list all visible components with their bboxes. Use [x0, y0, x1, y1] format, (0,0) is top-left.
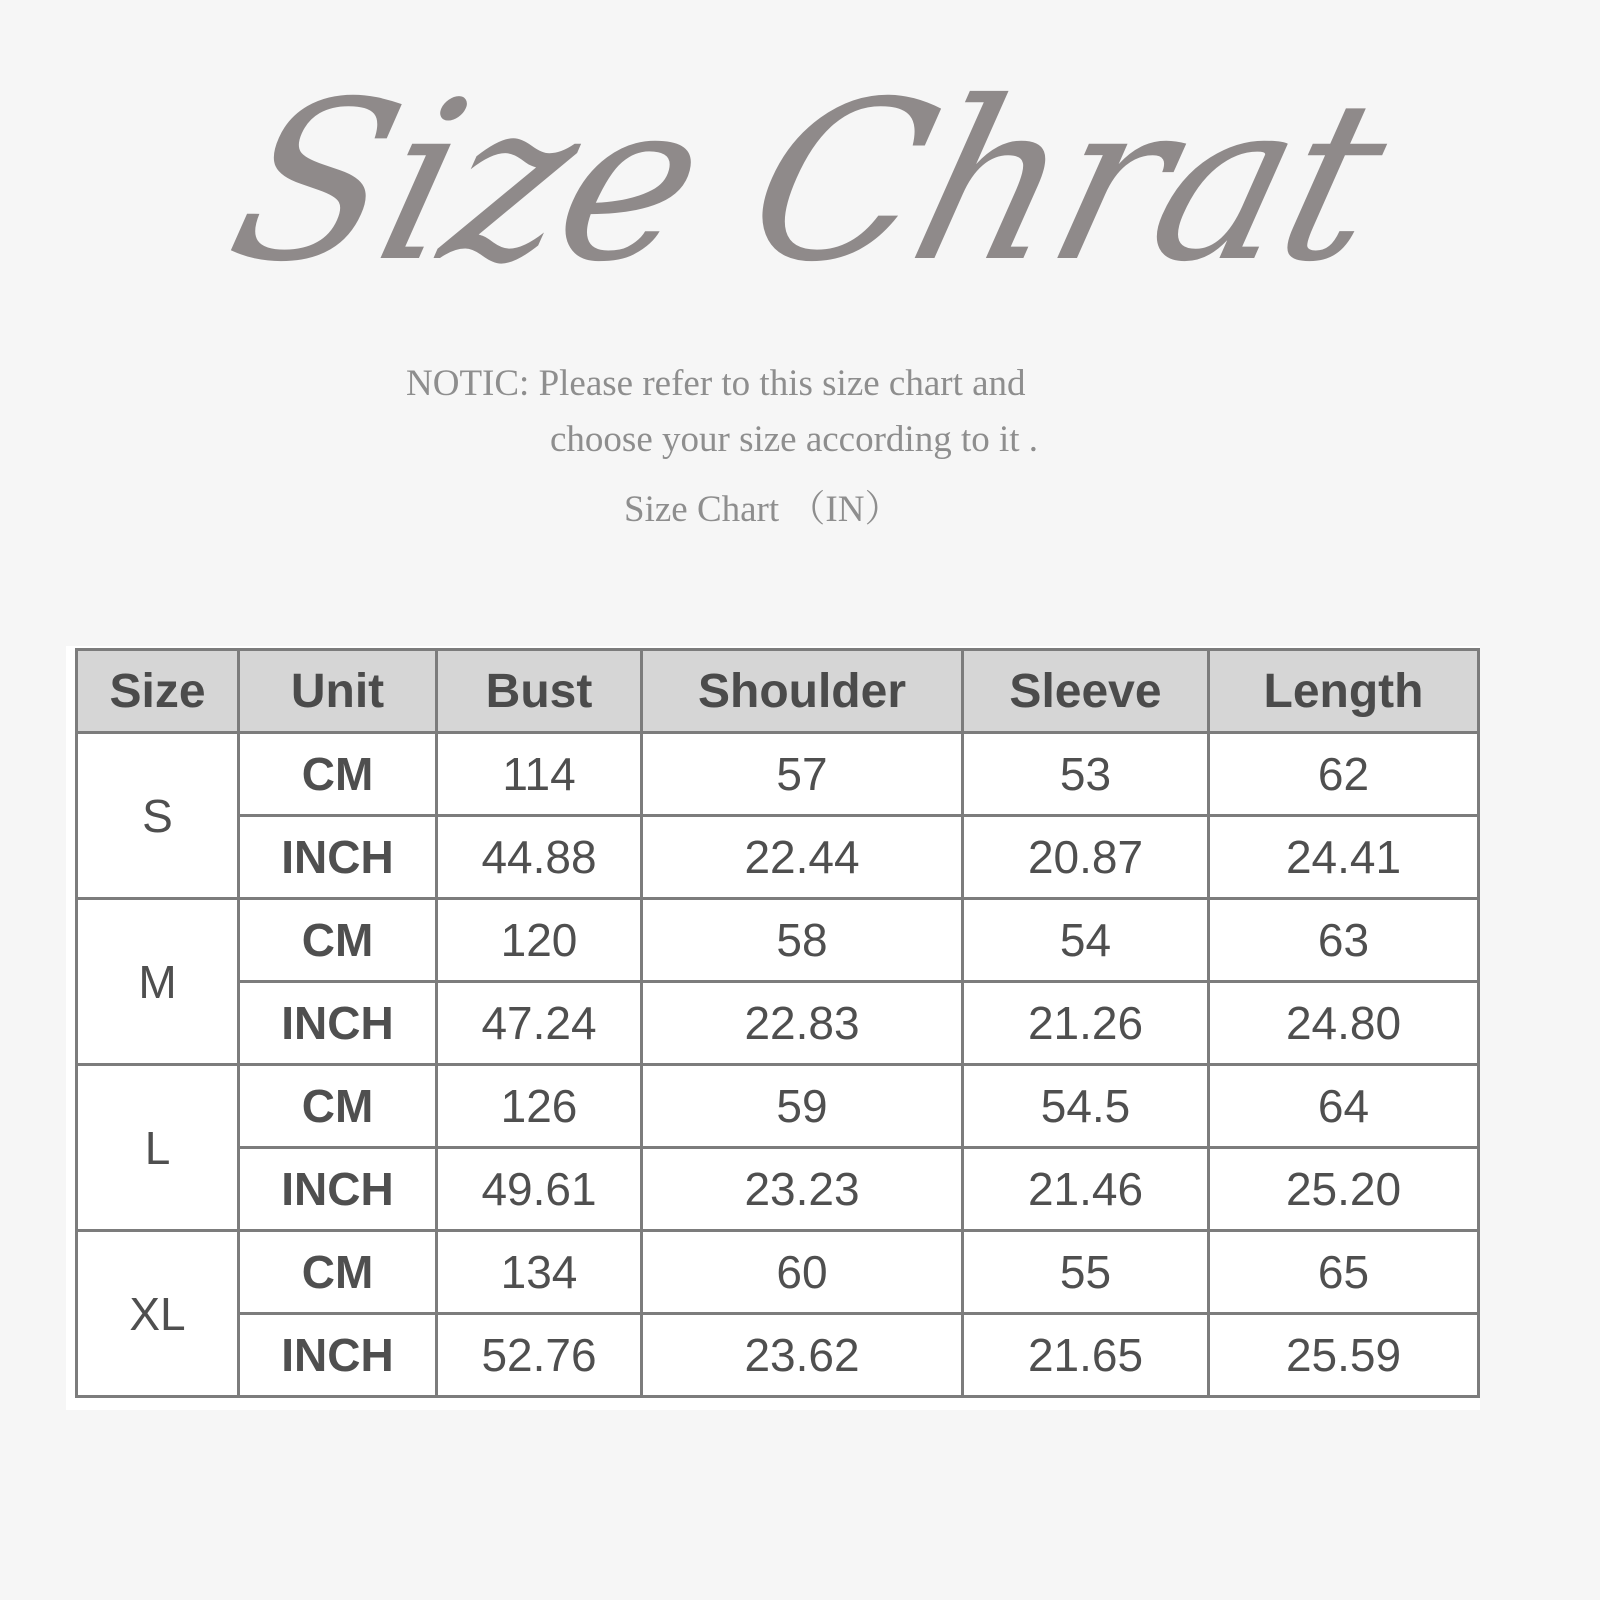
- header-bust: Bust: [437, 650, 642, 733]
- unit-label: INCH: [239, 1314, 437, 1397]
- table-row: [77, 982, 1479, 1065]
- length-value: 24.80: [1209, 982, 1479, 1065]
- shoulder-value: 23.62: [642, 1314, 963, 1397]
- length-value: 62: [1209, 733, 1479, 816]
- table-row: [77, 1314, 1479, 1397]
- sleeve-value: 53: [963, 733, 1209, 816]
- bust-value: 134: [437, 1231, 642, 1314]
- bust-value: 114: [437, 733, 642, 816]
- shoulder-value: 22.44: [642, 816, 963, 899]
- sleeve-value: 54.5: [963, 1065, 1209, 1148]
- shoulder-value: 22.83: [642, 982, 963, 1065]
- table-header-row: [77, 650, 1479, 733]
- unit-label: CM: [239, 899, 437, 982]
- shoulder-value: 60: [642, 1231, 963, 1314]
- table-row: [77, 1231, 1479, 1314]
- sleeve-value: 21.26: [963, 982, 1209, 1065]
- shoulder-value: 57: [642, 733, 963, 816]
- sleeve-value: 55: [963, 1231, 1209, 1314]
- shoulder-value: 58: [642, 899, 963, 982]
- header-size: Size: [77, 650, 239, 733]
- unit-label: CM: [239, 1065, 437, 1148]
- length-value: 63: [1209, 899, 1479, 982]
- header-unit: Unit: [239, 650, 437, 733]
- sleeve-value: 21.46: [963, 1148, 1209, 1231]
- table-row: [77, 733, 1479, 816]
- size-table: [75, 648, 1480, 1398]
- sleeve-value: 21.65: [963, 1314, 1209, 1397]
- header-shoulder: Shoulder: [642, 650, 963, 733]
- unit-label: CM: [239, 733, 437, 816]
- length-value: 65: [1209, 1231, 1479, 1314]
- unit-label: INCH: [239, 982, 437, 1065]
- table-row: [77, 1065, 1479, 1148]
- unit-label: INCH: [239, 816, 437, 899]
- size-table-container: [66, 646, 1480, 1410]
- table-row: [77, 899, 1479, 982]
- size-label: M: [77, 899, 239, 1065]
- bust-value: 120: [437, 899, 642, 982]
- page-title: Size Chrat: [209, 54, 1406, 310]
- bust-value: 44.88: [437, 816, 642, 899]
- notice-line-2: choose your size according to it .: [550, 419, 1039, 460]
- notice-line-1: NOTIC: Please refer to this size chart and: [406, 363, 1026, 404]
- sleeve-value: 54: [963, 899, 1209, 982]
- notice-line-3: Size Chart （IN）: [624, 489, 902, 530]
- length-value: 25.59: [1209, 1314, 1479, 1397]
- bust-value: 126: [437, 1065, 642, 1148]
- size-label: XL: [77, 1231, 239, 1397]
- size-label: S: [77, 733, 239, 899]
- header-length: Length: [1209, 650, 1479, 733]
- bust-value: 47.24: [437, 982, 642, 1065]
- length-value: 25.20: [1209, 1148, 1479, 1231]
- table-row: [77, 816, 1479, 899]
- bust-value: 52.76: [437, 1314, 642, 1397]
- unit-label: CM: [239, 1231, 437, 1314]
- bust-value: 49.61: [437, 1148, 642, 1231]
- unit-label: INCH: [239, 1148, 437, 1231]
- length-value: 64: [1209, 1065, 1479, 1148]
- size-label: L: [77, 1065, 239, 1231]
- table-row: [77, 1148, 1479, 1231]
- shoulder-value: 23.23: [642, 1148, 963, 1231]
- shoulder-value: 59: [642, 1065, 963, 1148]
- length-value: 24.41: [1209, 816, 1479, 899]
- header-sleeve: Sleeve: [963, 650, 1209, 733]
- sleeve-value: 20.87: [963, 816, 1209, 899]
